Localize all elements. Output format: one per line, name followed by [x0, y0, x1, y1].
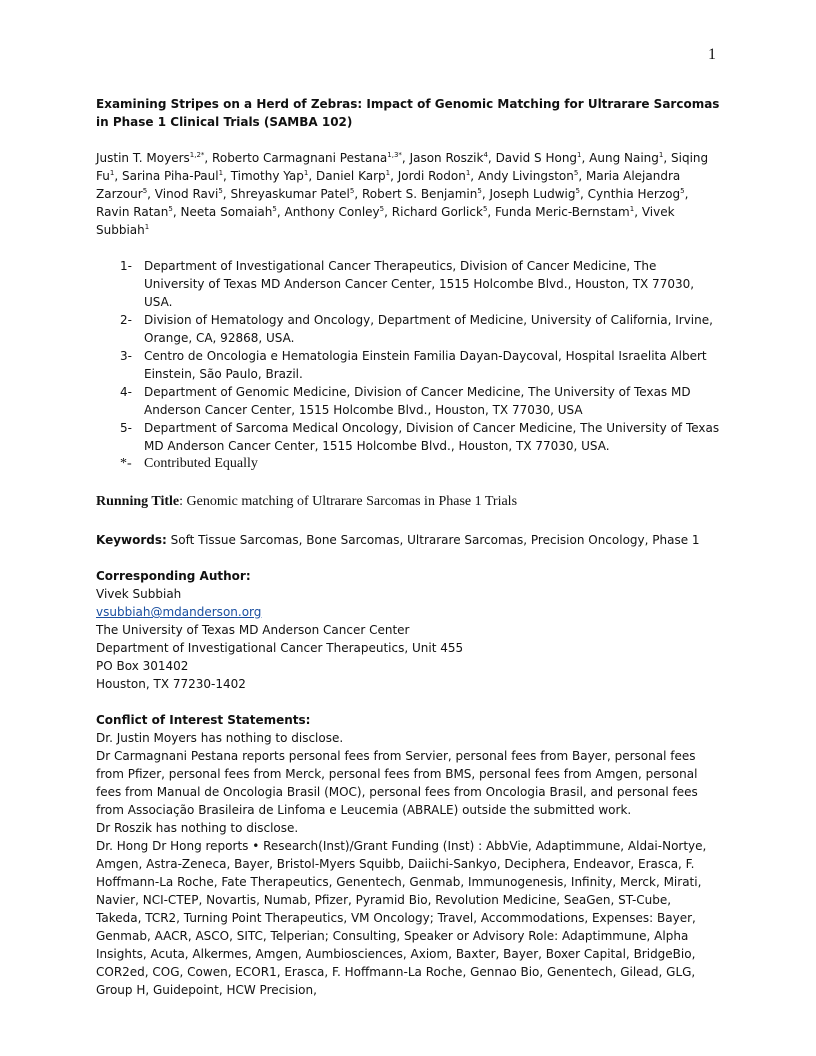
address-line: PO Box 301402	[96, 659, 189, 673]
author-separator: ,	[663, 151, 672, 165]
author-name: Vivek Subbiah	[96, 205, 675, 237]
author-name: Jason Roszik	[409, 151, 484, 165]
affiliation-item	[96, 455, 720, 473]
author-list	[96, 149, 720, 239]
author-separator: ,	[204, 151, 213, 165]
affiliation-number: 1-	[120, 259, 132, 273]
author-separator: ,	[401, 151, 410, 165]
author-affiliation-marker: 1	[577, 151, 582, 159]
author-affiliation-marker: 5	[349, 187, 355, 195]
author-affiliation-marker: 1,3*	[387, 151, 402, 159]
author-name: Aung Naing	[589, 151, 659, 165]
affiliation-number: *-	[120, 456, 132, 471]
author-name: Timothy Yap	[230, 169, 304, 183]
keywords-text: Soft Tissue Sarcomas, Bone Sarcomas, Ultrarare Sarcomas, Precision Oncology, Phase 1	[166, 533, 700, 547]
author-affiliation-marker: 5	[575, 187, 580, 195]
author-name: Jordi Rodon	[397, 169, 466, 183]
author-affiliation-marker: 5	[168, 205, 173, 213]
keywords-label: Keywords:	[96, 533, 167, 547]
affiliation-text: Centro de Oncologia e Hematologia Einstein Familia Dayan-Daycoval, Hospital Israelita Albert Einstein, São Paulo, Brazil.	[144, 349, 707, 381]
author-affiliation-marker: 1	[218, 169, 224, 177]
author-affiliation-marker: 5	[272, 205, 277, 213]
author-name: Siqing Fu	[96, 151, 709, 183]
author-separator: ,	[390, 169, 398, 183]
affiliation-text: Contributed Equally	[144, 456, 258, 471]
author-separator: ,	[684, 187, 689, 201]
author-name: Ravin Ratan	[96, 205, 169, 219]
paper-title: Examining Stripes on a Herd of Zebras: Impact of Genomic Matching for Ultrarare Sarcomas in Phase 1 Clinical Trials (SAMBA 102)	[96, 97, 720, 129]
address-line: Houston, TX 77230-1402	[96, 677, 246, 691]
author-separator: ,	[487, 205, 496, 219]
affiliation-item	[96, 311, 720, 347]
coi-paragraph: Dr. Hong Dr Hong reports • Research(Inst)/Grant Funding (Inst) : AbbVie, Adaptimmune, Aldai-Nortye, Amgen, Astra-Zeneca, Bayer, Bristol-Myers Squibb, Daiichi-Sankyo, Deciphera, Endeavor, Erasca, F. Hoffmann-La Roche, Fate Therapeutics, Genentech, Genmab, Immunogenesis, Infinity, Merck, Mirati, Navier, NCI-CTEP, Novartis, Numab, Pfizer, Pyramid Bio, Revolution Medicine, SeaGen, ST-Cube, Takeda, TCR2, Turning Point Therapeutics, VM Oncology; Travel, Accommodations, Expenses: Bayer, Genmab, AACR, ASCO, SITC, Telperian; Consulting, Speaker or Advisory Role: Adaptimmune, Alpha Insights, Acuta, Alkermes, Amgen, Aumbiosciences, Axiom, Baxter, Bayer, Boxer Capital, BridgeBio, COR2ed, COG, Cowen, ECOR1, Erasca, F. Hoffmann-La Roche, Gennao Bio, Genentech, Gilead, GLG, Group H, Guidepoint, HCW Precision,	[96, 839, 707, 997]
coi-paragraph: Dr. Justin Moyers has nothing to disclose.	[96, 731, 344, 745]
author-separator: ,	[384, 205, 392, 219]
author-separator: ,	[172, 205, 181, 219]
author-name: Cynthia Herzog	[587, 187, 681, 201]
author-name: Robert S. Benjamin	[361, 187, 478, 201]
affiliation-number: 5-	[120, 421, 132, 435]
author-name: Sarina Piha-Paul	[121, 169, 219, 183]
author-separator: ,	[308, 169, 316, 183]
author-name: Roberto Carmagnani Pestana	[212, 151, 388, 165]
author-name: Justin T. Moyers	[96, 151, 190, 165]
author-separator: ,	[481, 187, 490, 201]
affiliation-number: 3-	[120, 349, 132, 363]
author-name: Shreyaskumar Patel	[230, 187, 350, 201]
author-name: Anthony Conley	[284, 205, 380, 219]
author-affiliation-marker: 1	[658, 151, 664, 159]
author-separator: ,	[222, 187, 231, 201]
address-line: The University of Texas MD Anderson Cancer Center	[96, 623, 410, 637]
affiliation-item	[96, 257, 720, 311]
author-affiliation-marker: 5	[142, 187, 148, 195]
page-content	[96, 95, 720, 999]
author-affiliation-marker: 5	[680, 187, 685, 195]
author-separator: ,	[147, 187, 155, 201]
corresponding-author-heading: Corresponding Author:	[96, 569, 251, 583]
author-name: Neeta Somaiah	[180, 205, 273, 219]
author-affiliation-marker: 1	[385, 169, 391, 177]
author-affiliation-marker: 1	[303, 169, 309, 177]
author-name: Maria Alejandra Zarzour	[96, 169, 681, 201]
running-title	[96, 491, 720, 513]
corresponding-author-email-link[interactable]: vsubbiah@mdanderson.org	[96, 605, 262, 619]
author-affiliation-marker: 5	[477, 187, 482, 195]
keywords	[96, 531, 720, 549]
address-line: Department of Investigational Cancer Therapeutics, Unit 455	[96, 641, 464, 655]
corresponding-author-name: Vivek Subbiah	[96, 587, 182, 601]
running-title-text: : Genomic matching of Ultrarare Sarcomas in Phase 1 Trials	[179, 494, 518, 509]
author-affiliation-marker: 5	[573, 169, 579, 177]
author-affiliation-marker: 1	[629, 205, 635, 213]
author-affiliation-marker: 4	[483, 151, 488, 159]
author-name: David S Hong	[495, 151, 578, 165]
affiliation-number: 4-	[120, 385, 132, 399]
corresponding-author-block	[96, 567, 720, 693]
author-separator: ,	[487, 151, 496, 165]
author-separator: ,	[276, 205, 285, 219]
author-name: Daniel Karp	[316, 169, 386, 183]
page-number: 1	[708, 46, 716, 63]
conflict-of-interest-block	[96, 711, 720, 999]
author-affiliation-marker: 5	[218, 187, 223, 195]
author-name: Funda Meric-Bernstam	[495, 205, 630, 219]
author-affiliation-marker: 1	[144, 223, 150, 231]
author-affiliation-marker: 5	[379, 205, 385, 213]
author-separator: ,	[223, 169, 231, 183]
author-name: Joseph Ludwig	[489, 187, 576, 201]
affiliation-item	[96, 383, 720, 419]
author-separator: ,	[634, 205, 642, 219]
affiliation-number: 2-	[120, 313, 132, 327]
author-separator: ,	[470, 169, 478, 183]
author-separator: ,	[579, 187, 588, 201]
author-separator: ,	[114, 169, 122, 183]
affiliation-text: Department of Genomic Medicine, Division of Cancer Medicine, The University of Texas MD Anderson Cancer Center, 1515 Holcombe Blvd., Houston, TX 77030, USA	[144, 385, 691, 417]
coi-heading: Conflict of Interest Statements:	[96, 713, 311, 727]
affiliation-text: Division of Hematology and Oncology, Department of Medicine, University of California, Irvine, Orange, CA, 92868, USA.	[144, 313, 713, 345]
author-separator: ,	[581, 151, 590, 165]
author-name: Richard Gorlick	[391, 205, 483, 219]
author-affiliation-marker: 1,2*	[189, 151, 205, 159]
running-title-label: Running Title	[96, 494, 180, 509]
author-affiliation-marker: 5	[482, 205, 488, 213]
author-affiliation-marker: 1	[109, 169, 115, 177]
affiliation-list	[96, 257, 720, 473]
author-name: Andy Livingston	[477, 169, 574, 183]
coi-paragraph: Dr Roszik has nothing to disclose.	[96, 821, 299, 835]
author-name: Vinod Ravi	[154, 187, 219, 201]
coi-paragraph: Dr Carmagnani Pestana reports personal fees from Servier, personal fees from Bayer, personal fees from Pfizer, personal fees from Merck, personal fees from BMS, personal fees from Amgen, personal fees from Manual de Oncologia Brasil (MOC), personal fees from Oncologia Brasil, and personal fees from Associação Brasileira de Linfoma e Leucemia (ABRALE) outside the submitted work.	[96, 749, 698, 817]
author-separator: ,	[354, 187, 362, 201]
author-separator: ,	[578, 169, 586, 183]
affiliation-text: Department of Investigational Cancer Therapeutics, Division of Cancer Medicine, The University of Texas MD Anderson Cancer Center, 1515 Holcombe Blvd., Houston, TX 77030, USA.	[144, 259, 695, 309]
affiliation-text: Department of Sarcoma Medical Oncology, Division of Cancer Medicine, The University of Texas MD Anderson Cancer Center, 1515 Holcombe Blvd., Houston, TX 77030, USA.	[144, 421, 720, 453]
author-affiliation-marker: 1	[465, 169, 471, 177]
affiliation-item	[96, 419, 720, 455]
affiliation-item	[96, 347, 720, 383]
